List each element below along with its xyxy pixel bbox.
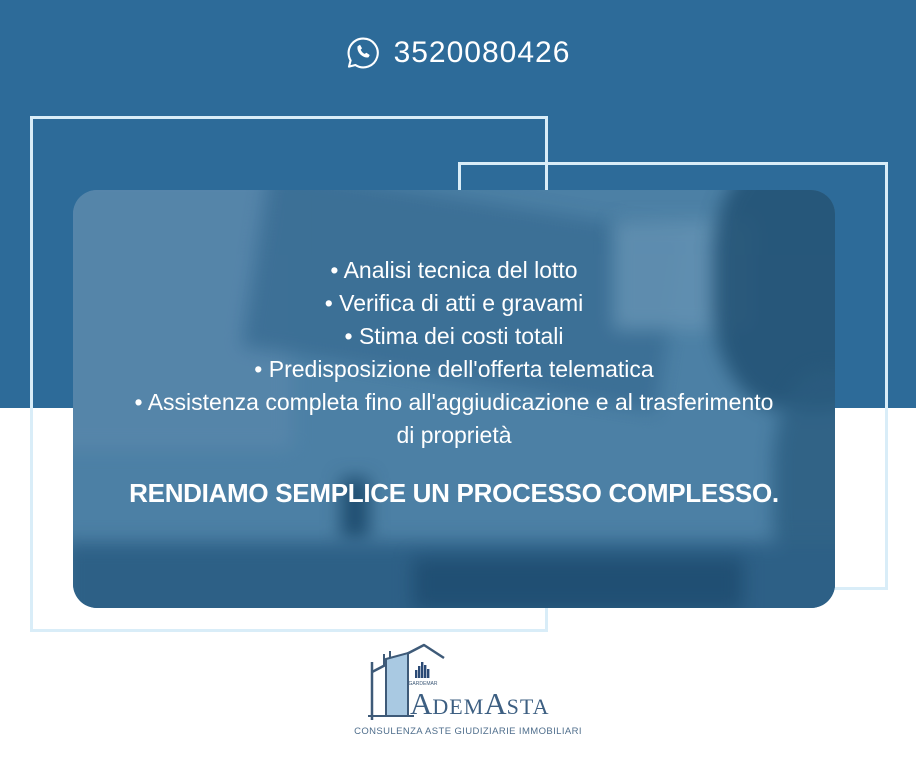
- service-bullet-item: • Analisi tecnica del lotto: [330, 257, 578, 283]
- service-bullet-item: • Assistenza completa fino all'aggiudicazione e al trasferimento di proprietà: [134, 389, 774, 448]
- wordmark-a1: A: [410, 686, 433, 721]
- services-card: [73, 190, 835, 608]
- whatsapp-icon: [346, 36, 380, 70]
- brand-wordmark: [410, 686, 549, 722]
- wordmark-a2: A: [484, 686, 507, 721]
- service-bullet-item: • Stima dei costi totali: [344, 323, 564, 349]
- brand-subtitle: CONSULENZA ASTE GIUDIZIARIE IMMOBILIARI: [354, 726, 582, 737]
- phone-number[interactable]: 3520080426: [393, 36, 571, 69]
- service-bullet-item: • Predisposizione dell'offerta telematica: [254, 356, 654, 382]
- service-bullet-item: • Verifica di atti e gravami: [324, 290, 584, 316]
- card-tagline: RENDIAMO SEMPLICE UN PROCESSO COMPLESSO.: [129, 478, 779, 508]
- brand-small-text: GARDEMAR: [408, 681, 438, 687]
- skyline-icon: [415, 662, 429, 678]
- ademasta-logo: [354, 642, 582, 746]
- services-bullet-list: [134, 254, 774, 452]
- wordmark-sta: STA: [506, 694, 550, 719]
- card-text-block: [73, 190, 835, 508]
- whatsapp-contact[interactable]: [0, 36, 916, 70]
- wordmark-dem: DEM: [432, 694, 485, 719]
